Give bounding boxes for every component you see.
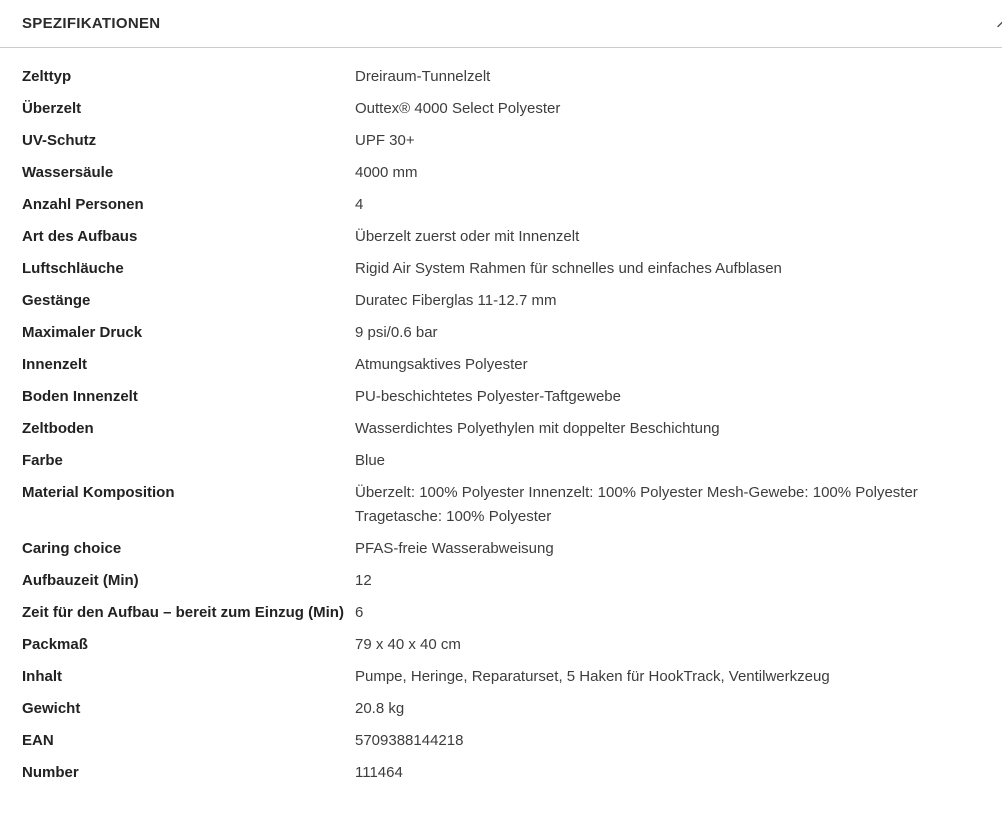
spec-row bbox=[0, 725, 1002, 757]
spec-label: UV-Schutz bbox=[22, 132, 97, 149]
spec-value: 4 bbox=[355, 196, 364, 213]
spec-label: Packmaß bbox=[22, 636, 88, 653]
spec-value: 6 bbox=[355, 604, 364, 621]
spec-row bbox=[0, 477, 1002, 533]
spec-row bbox=[0, 93, 1002, 125]
spec-value: Dreiraum-Tunnelzelt bbox=[355, 68, 491, 85]
spec-row bbox=[0, 125, 1002, 157]
spec-label: Überzelt bbox=[22, 100, 82, 117]
spec-value: PU-beschichtetes Polyester-Taftgewebe bbox=[355, 388, 621, 405]
spec-value: 20.8 kg bbox=[355, 700, 405, 717]
spec-row bbox=[0, 221, 1002, 253]
spec-row bbox=[0, 189, 1002, 221]
spec-row bbox=[0, 757, 1002, 789]
spec-row bbox=[0, 381, 1002, 413]
spec-value: Atmungsaktives Polyester bbox=[355, 356, 528, 373]
spec-label: Luftschläuche bbox=[22, 260, 124, 277]
spec-label: Zelttyp bbox=[22, 68, 72, 85]
spec-value: 9 psi/0.6 bar bbox=[355, 324, 438, 341]
spec-value: Überzelt: 100% Polyester Innenzelt: 100% Polyester Mesh-Gewebe: 100% Polyester Tragetasche: 100% Polyester bbox=[355, 484, 918, 525]
spec-label: Farbe bbox=[22, 452, 63, 469]
spec-row bbox=[0, 253, 1002, 285]
spec-label: Maximaler Druck bbox=[22, 324, 143, 341]
spec-value: 5709388144218 bbox=[355, 732, 464, 749]
spec-row bbox=[0, 693, 1002, 725]
spec-value: 12 bbox=[355, 572, 372, 589]
spec-value: Wasserdichtes Polyethylen mit doppelter Beschichtung bbox=[355, 420, 720, 437]
spec-row bbox=[0, 533, 1002, 565]
spec-label: Zeltboden bbox=[22, 420, 94, 437]
spec-value: Rigid Air System Rahmen für schnelles und einfaches Aufblasen bbox=[355, 260, 782, 277]
spec-label: Aufbauzeit (Min) bbox=[22, 572, 139, 589]
spec-label: Caring choice bbox=[22, 540, 122, 557]
spec-value: PFAS-freie Wasserabweisung bbox=[355, 540, 554, 557]
spec-row bbox=[0, 661, 1002, 693]
spec-row bbox=[0, 413, 1002, 445]
spec-row bbox=[0, 597, 1002, 629]
spec-value: Überzelt zuerst oder mit Innenzelt bbox=[355, 228, 580, 245]
chevron-up-icon bbox=[995, 16, 1002, 32]
spec-row bbox=[0, 445, 1002, 477]
spec-row bbox=[0, 565, 1002, 597]
spec-value: 4000 mm bbox=[355, 164, 418, 181]
spec-value: 79 x 40 x 40 cm bbox=[355, 636, 461, 653]
spec-label: Gestänge bbox=[22, 292, 91, 309]
spec-label: Boden Innenzelt bbox=[22, 388, 138, 405]
spec-label: Innenzelt bbox=[22, 356, 88, 373]
spec-row bbox=[0, 317, 1002, 349]
spec-value: UPF 30+ bbox=[355, 132, 415, 149]
spec-value: Outtex® 4000 Select Polyester bbox=[355, 100, 561, 117]
spec-value: Duratec Fiberglas 11-12.7 mm bbox=[355, 292, 557, 309]
spec-label: Number bbox=[22, 764, 79, 781]
spec-value: Blue bbox=[355, 452, 386, 469]
spec-label: Anzahl Personen bbox=[22, 196, 144, 213]
spec-value: 111464 bbox=[355, 764, 403, 781]
specifications-accordion-header[interactable] bbox=[0, 0, 1002, 48]
spec-label: Material Komposition bbox=[22, 484, 175, 501]
spec-row bbox=[0, 629, 1002, 661]
spec-label: EAN bbox=[22, 732, 54, 749]
spec-label: Zeit für den Aufbau – bereit zum Einzug (Min) bbox=[22, 604, 344, 621]
spec-label: Art des Aufbaus bbox=[22, 228, 138, 245]
spec-row bbox=[0, 157, 1002, 189]
section-title: SPEZIFIKATIONEN bbox=[22, 15, 161, 32]
spec-value: Pumpe, Heringe, Reparaturset, 5 Haken für HookTrack, Ventilwerkzeug bbox=[355, 668, 830, 685]
spec-label: Wassersäule bbox=[22, 164, 114, 181]
spec-label: Inhalt bbox=[22, 668, 62, 685]
spec-label: Gewicht bbox=[22, 700, 81, 717]
spec-table bbox=[0, 48, 1002, 809]
spec-row bbox=[0, 285, 1002, 317]
spec-row bbox=[0, 61, 1002, 93]
spec-row bbox=[0, 349, 1002, 381]
